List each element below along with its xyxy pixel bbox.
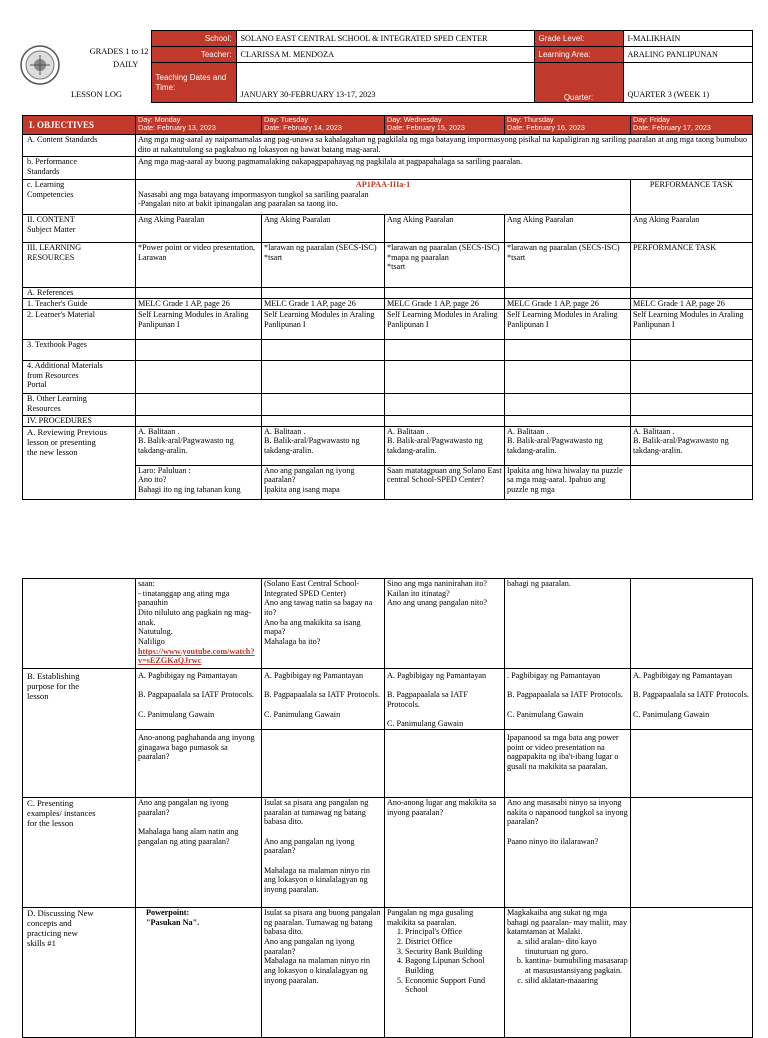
cont-friday — [631, 579, 753, 669]
establishing-bottom-wednesday — [385, 730, 505, 798]
reviewing-top-friday: A. Balitaan . B. Balik-aral/Pagwawasto ng takdang-aralin. — [631, 426, 753, 465]
school-value: SOLANO EAST CENTRAL SCHOOL & INTEGRATED SPED CENTER — [236, 31, 534, 47]
rooms-list — [507, 937, 628, 985]
resources-tuesday: *larawan ng paaralan (SECS-ISC) *tsart — [262, 243, 385, 288]
tg-thursday: MELC Grade 1 AP, page 26 — [505, 299, 631, 310]
establishing-bottom-tuesday — [262, 730, 385, 798]
youtube-link[interactable]: https://www.youtube.com/watch?v=sEZGKaQJrwc — [138, 646, 255, 666]
teacher-label: Teacher: — [151, 47, 236, 63]
tg-wednesday: MELC Grade 1 AP, page 26 — [385, 299, 505, 310]
cont-monday: saan: - tinatanggap ang ating mga panauhin Dito niluluto ang pagkain ng mag-anak. Natutulog. Naliligo https://www.youtube.com/watch?v=sEZGKaQJrwc — [136, 579, 262, 669]
performance-standards-label: b. Performance Standards — [23, 157, 136, 180]
list-item: 2. District Office — [405, 937, 502, 947]
establishing-bottom-monday: Ano-anong paghahanda ang inyong ginagawa bago pumasok sa paaralan? — [136, 730, 262, 798]
grade-level-value: I-MALIKHAIN — [623, 31, 752, 47]
establishing-top-tuesday: A. Pagbibigay ng Pamantayan B. Pagpapaalala sa IATF Protocols. C. Panimulang Gawain — [262, 669, 385, 730]
establishing-label: B. Establishing purpose for the lesson — [23, 669, 136, 798]
resources-monday: *Power point or video presentation, Larawan — [136, 243, 262, 288]
dates-value: JANUARY 30-FEBRUARY 13-17, 2023 — [236, 63, 534, 103]
lm-thursday: Self Learning Modules in Araling Panlipunan I — [505, 310, 631, 340]
presenting-label: C. Presenting examples/ instances for the lesson — [23, 798, 136, 908]
presenting-monday: Ano ang pangalan ng iyong paaralan? Mahalaga bang alam natin ang pangalan ng ating paaralan? — [136, 798, 262, 908]
grade-level-label: Grade Level: — [534, 31, 623, 47]
competencies-cell — [136, 180, 631, 215]
day-thursday: Day: Thursday Date: February 16, 2023 — [505, 116, 631, 135]
list-item: 5. Economic Support Fund School — [405, 976, 502, 995]
main-table-page1 — [22, 115, 753, 500]
reviewing-top-thursday: A. Balitaan . B. Balik-aral/Pagwawasto ng takdang-aralin. — [505, 426, 631, 465]
resources-label: III. LEARNING RESOURCES — [23, 243, 136, 288]
cont-wednesday: Sino ang mga naninirahan ito? Kailan ito itinatag? Ano ang unang pangalan nito? — [385, 579, 505, 669]
lesson-log-text: LESSON LOG — [71, 90, 122, 100]
reviewing-bottom-tuesday: Ano ang pangalan ng iyong paaralan? Ipakita ang isang mapa — [262, 465, 385, 499]
content-monday: Ang Aking Paaralan — [136, 215, 262, 243]
resources-friday: PERFORMANCE TASK — [631, 243, 753, 288]
presenting-tuesday: Isulat sa pisara ang pangalan ng paaralan at tumawag ng batang babasa dito. Ano ang pangalan ng iyong paaralan? Mahalaga na malaman ninyo rin ang lokasyon o kinalalagyan ng inyong paaralan. — [262, 798, 385, 908]
reviewing-label: A. Reviewing Previous lesson or presenting the new lesson — [23, 426, 136, 499]
reviewing-top-tuesday: A. Balitaan . B. Balik-aral/Pagwawasto ng takdang-aralin. — [262, 426, 385, 465]
reviewing-bottom-friday — [631, 465, 753, 499]
day-friday: Day: Friday Date: February 17, 2023 — [631, 116, 753, 135]
lm-monday: Self Learning Modules in Araling Panlipunan I — [136, 310, 262, 340]
lm-friday: Self Learning Modules in Araling Panlipunan I — [631, 310, 753, 340]
list-item: 1. Principal's Office — [405, 927, 502, 937]
tg-monday: MELC Grade 1 AP, page 26 — [136, 299, 262, 310]
establishing-top-wednesday: A. Pagbibigay ng Pamantayan B. Pagpapaalala sa IATF Protocols. C. Panimulang Gawain — [385, 669, 505, 730]
school-label: School: — [151, 31, 236, 47]
content-label: II. CONTENT Subject Matter — [23, 215, 136, 243]
content-standards-text: Ang mga mag-aaral ay naipamamalas ang pag-unawa sa kahalagahan ng pagkilala ng mga batayang impormasyong pisikal na kapaligiran ng sariling paaralan at ang mga taong bumubuo dito at nakatutulong sa pagkabuo ng lokasyon ng bawat batang mag-aaral. — [136, 135, 753, 157]
teachers-guide-label: 1. Teacher's Guide — [23, 299, 136, 310]
cont-thursday: bahagi ng paaralan. — [505, 579, 631, 669]
discussing-thursday — [505, 908, 631, 1038]
quarter-label: Quarter: — [534, 63, 623, 103]
grades-text: GRADES 1 to 12 — [89, 47, 149, 57]
presenting-thursday: Ano ang masasabi ninyo sa inyong nakita o napanood tungkol sa inyong paaralan? Paano ninyo ito ilalarawan? — [505, 798, 631, 908]
day-monday: Day: Monday Date: February 13, 2023 — [136, 116, 262, 135]
lm-tuesday: Self Learning Modules in Araling Panlipunan I — [262, 310, 385, 340]
list-item: 3. Security Bank Building — [405, 947, 502, 957]
teacher-value: CLARISSA M. MENDOZA — [236, 47, 534, 63]
tg-friday: MELC Grade 1 AP, page 26 — [631, 299, 753, 310]
lm-wednesday: Self Learning Modules in Araling Panlipunan I — [385, 310, 505, 340]
dates-label: Teaching Dates and Time: — [151, 63, 236, 103]
list-item: a. silid aralan- dito kayo tinuturuan ng guro. — [525, 937, 628, 956]
resources-thursday: *larawan ng paaralan (SECS-ISC) *tsart — [505, 243, 631, 288]
learning-area-label: Learning Area: — [534, 47, 623, 63]
discussing-tuesday: Isulat sa pisara ang buong pangalan ng paaralan. Tumawag ng batang babasa dito. Ano ang pangalan ng iyong paaralan? Mahalaga na malaman ninyo rin ang lokasyon o kinalalagyan ng inyong paaralan. — [262, 908, 385, 1038]
list-item: b. kantina- bumubiling masasarap at masusustansiyang pagkain. — [525, 956, 628, 975]
discussing-thu-intro: Magkakaiba ang sukat ng mga bahagi ng paaralan- may maliit, may katamtaman at Malaki. — [507, 908, 628, 937]
reviewing-bottom-monday: Laro: Paluluan : Ano ito? Bahagi ito ng ing tahanan kung — [136, 465, 262, 499]
establishing-bottom-thursday: Ipapanood sa mga bata ang power point or video presentation na nagpapakita ng iba't-ibang lugar o gusali na makikita sa paaralan. — [505, 730, 631, 798]
discussing-friday — [631, 908, 753, 1038]
objectives-header: I. OBJECTIVES — [23, 116, 136, 135]
establishing-top-friday: A. Pagbibigay ng Pamantayan B. Pagpapaalala sa IATF Protocols. C. Panimulang Gawain — [631, 669, 753, 730]
references-label: A. References — [23, 288, 136, 299]
reviewing-bottom-thursday: Ipakita ang hiwa hiwalay na puzzle sa mga mag-aaral. Ipabuo ang puzzle ng mga — [505, 465, 631, 499]
list-item: 4. Bagong Lipunan School Building — [405, 956, 502, 975]
daily-text: DAILY — [113, 60, 139, 69]
discussing-wed-intro: Pangalan ng mga gusaling makikita sa paaralan. — [387, 908, 474, 927]
discussing-label: D. Discussing New concepts and practicing new skills #1 — [23, 908, 136, 1038]
list-item: c. silid aklatan-maaaring — [525, 976, 628, 986]
performance-task-label: PERFORMANCE TASK — [631, 180, 753, 215]
content-wednesday: Ang Aking Paaralan — [385, 215, 505, 243]
day-tuesday: Day: Tuesday Date: February 14, 2023 — [262, 116, 385, 135]
performance-standards-text: Ang mga mag-aaral ay buong pagmamalaking nakapagpapahayag ng pagkilala at pagpapahalaga sa sariling paaralan. — [136, 157, 753, 180]
content-standards-label: A. Content Standards — [23, 135, 136, 157]
reviewing-top-wednesday: A. Balitaan . B. Balik-aral/Pagwawasto ng takdang-aralin. — [385, 426, 505, 465]
discussing-monday — [136, 908, 262, 1038]
page-1 — [0, 30, 768, 500]
discussing-wednesday — [385, 908, 505, 1038]
header-table — [16, 30, 753, 103]
textbook-label: 3. Textbook Pages — [23, 340, 136, 361]
tg-tuesday: MELC Grade 1 AP, page 26 — [262, 299, 385, 310]
quarter-value: QUARTER 3 (WEEK 1) — [623, 63, 752, 103]
reviewing-bottom-wednesday: Saan matatagpuan ang Solano East central School-SPED Center? — [385, 465, 505, 499]
content-tuesday: Ang Aking Paaralan — [262, 215, 385, 243]
establishing-top-thursday: . Pagbibigay ng Pamantayan B. Pagpapaalala sa IATF Protocols. C. Panimulang Gawain — [505, 669, 631, 730]
presenting-wednesday: Ano-anong lugar ang makikita sa inyong paaralan? — [385, 798, 505, 908]
day-wednesday: Day: Wednesday Date: February 15, 2023 — [385, 116, 505, 135]
learners-material-label: 2. Learner's Material — [23, 310, 136, 340]
seal-icon — [16, 43, 64, 87]
establishing-top-monday: A. Pagbibigay ng Pamantayan B. Pagpapaalala sa IATF Protocols. C. Panimulang Gawain — [136, 669, 262, 730]
competency-text: Nasasabi ang mga batayang impormasyon tungkol sa sariling paaralan -Pangalan nito at bakit ipinangalan ang paaralan sa taong ito. — [138, 189, 369, 209]
resources-wednesday: *larawan ng paaralan (SECS-ISC) *mapa ng paaralan *tsart — [385, 243, 505, 288]
powerpoint-subtitle: "Pasukan Na". — [146, 917, 200, 927]
competency-code: AP1PAA-IIIa-1 — [355, 180, 411, 189]
content-friday: Ang Aking Paaralan — [631, 215, 753, 243]
learning-area-value: ARALING PANLIPUNAN — [623, 47, 752, 63]
page-2 — [0, 578, 768, 1038]
deped-seal — [16, 31, 69, 103]
presenting-friday — [631, 798, 753, 908]
establishing-bottom-friday — [631, 730, 753, 798]
powerpoint-title: Powerpoint: — [146, 908, 190, 918]
other-resources-label: B. Other Learning Resources — [23, 394, 136, 416]
additional-label: 4. Additional Materials from Resources Portal — [23, 361, 136, 394]
cont-tuesday: (Solano East Central School-Integrated SPED Center) Ano ang tawag natin sa bagay na ito? Ano ba ang makikita sa isang mapa? Mahalaga ba ito? — [262, 579, 385, 669]
competencies-label: c. Learning Competencies — [23, 180, 136, 215]
main-table-page2 — [22, 578, 753, 1038]
title-block — [69, 31, 151, 88]
procedures-label: IV. PROCEDURES — [23, 416, 136, 427]
reviewing-top-monday: A. Balitaan . B. Balik-aral/Pagwawasto ng takdang-aralin. — [136, 426, 262, 465]
buildings-list — [387, 927, 502, 995]
content-thursday: Ang Aking Paaralan — [505, 215, 631, 243]
